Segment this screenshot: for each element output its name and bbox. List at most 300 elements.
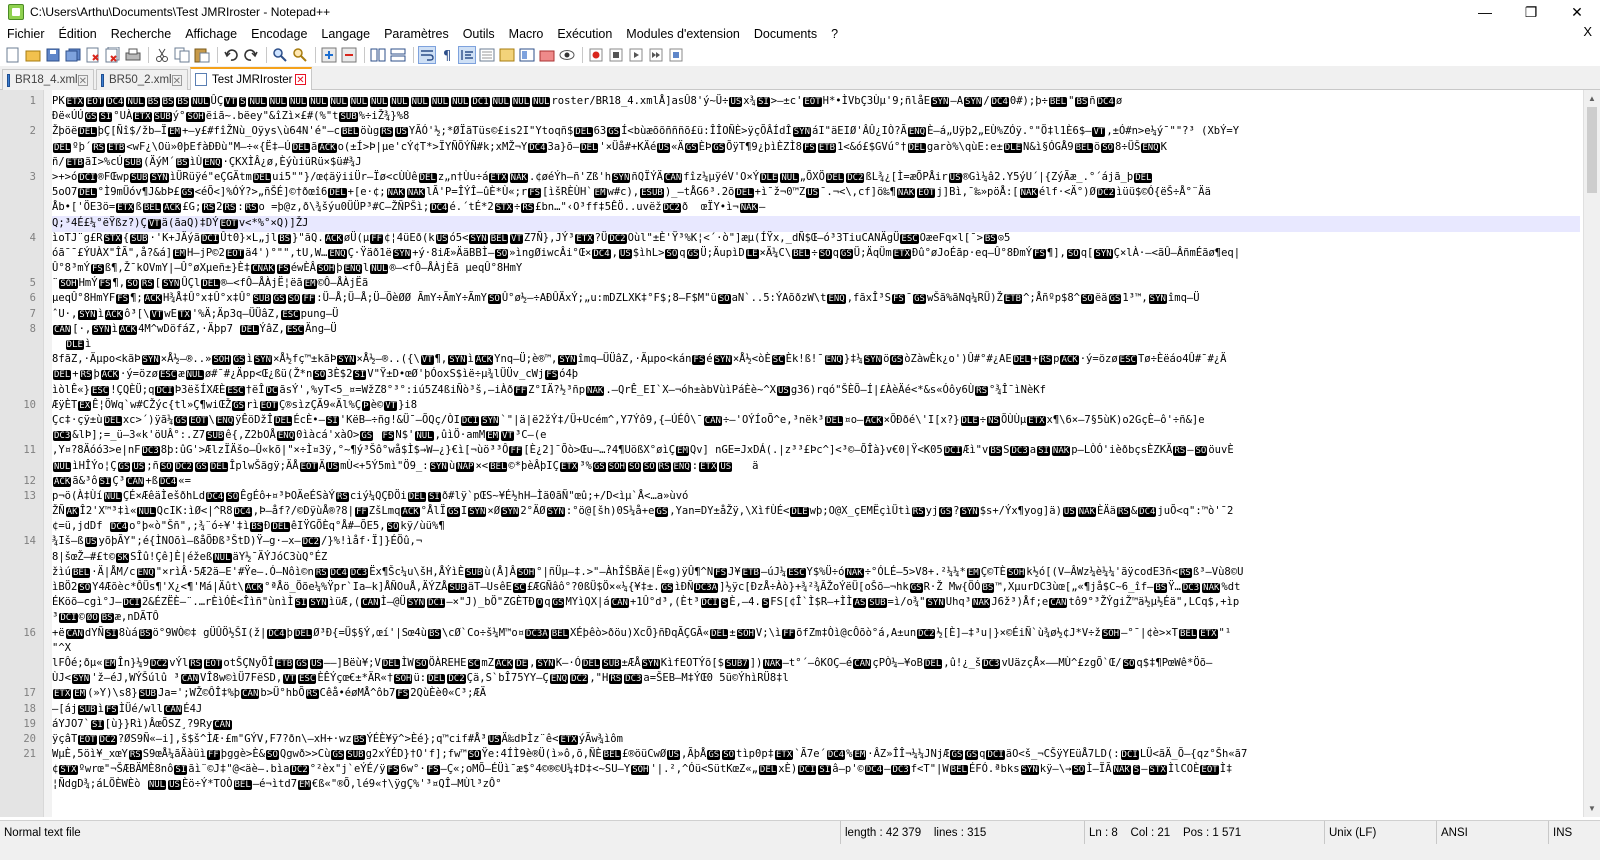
control-char-badge: SYN [163, 279, 180, 290]
control-char-badge: BS [162, 97, 174, 107]
menu-langage[interactable]: Langage [321, 27, 371, 41]
control-char-badge: DEL [382, 658, 400, 669]
line-text: Ðë«ÚÚ GS SI °UÀ ETX SUB ý° SOH ëiã~.bëey"&îZì×£#(%"t SUB %÷iŽ¾}%8 [52, 110, 410, 123]
line-number: 16 [23, 626, 36, 639]
control-char-badge: SYN [537, 658, 554, 669]
control-char-badge: BEL [490, 233, 507, 244]
control-char-badge: SOH [737, 628, 754, 639]
menu-modules-extension[interactable]: Modules d'extension [626, 27, 740, 41]
control-char-badge: DCI [461, 415, 479, 426]
menu-encodage[interactable]: Encodage [251, 27, 308, 41]
control-char-badge: ETX [1200, 628, 1217, 639]
control-char-badge: DC2 [175, 461, 192, 472]
control-char-badge: NUL [54, 461, 71, 472]
control-char-badge: ESC [901, 233, 918, 244]
control-char-badge: NUL [138, 507, 155, 518]
indent-guide-icon[interactable] [458, 46, 476, 64]
control-char-badge: STX [104, 233, 121, 244]
control-char-badge: SUB [131, 233, 148, 244]
xml-file-icon [101, 74, 104, 87]
editor-line[interactable] [0, 580, 1580, 595]
menu-recherche[interactable]: Recherche [110, 27, 172, 41]
minimize-button[interactable]: — [1478, 4, 1492, 20]
control-char-badge: DC3 [983, 658, 1000, 669]
sync-horizontal-icon[interactable] [389, 46, 407, 64]
control-char-badge: BS [177, 97, 189, 107]
control-char-badge: RS [1117, 507, 1129, 518]
editor-line[interactable] [0, 534, 1580, 549]
toolbar-separator [315, 47, 316, 63]
editor-line[interactable] [0, 717, 1580, 732]
control-char-badge: DC4 [330, 567, 347, 578]
control-char-badge: SUB [340, 112, 357, 123]
control-char-badge: NAK [510, 172, 527, 183]
control-char-badge: S [721, 598, 728, 609]
control-char-badge: US [85, 537, 97, 548]
control-char-badge: DEL [79, 127, 96, 138]
editor-line[interactable] [0, 383, 1580, 398]
scroll-up-icon[interactable]: ▲ [1588, 94, 1596, 103]
control-char-badge: ETB [66, 157, 83, 168]
paste-icon[interactable] [193, 46, 211, 64]
control-char-badge: SYN [1149, 294, 1166, 305]
control-char-badge: EM [104, 658, 116, 669]
line-text: 5oO7 DEL °Ì9mÜóv¶J&bÞ£ GS <éÕ<]%ÓÝ?>„ñŠÉ]©†ðœî6 DEL +[e·¢; NAK NAK lÃ'P=ÎÝÎ–ûÈ*Ù«;r FS [ìšRÈÙH` EM w#c), ESUB )_–tÅG6³.2õ DEL +ì¯ž¬0™Z US ¯.¬<\,cf]ö‰¶ NAK EOT j]Bì,¯‰»pöÅ:[ NAK élf·<Ä°)Ø DC2 ìüü$©Ó{ëŠ÷Å°¨Ää [52, 186, 1211, 199]
save-all-icon[interactable] [64, 46, 82, 64]
control-char-badge: DEL [419, 172, 436, 183]
control-char-badge: DC4 [529, 142, 546, 153]
function-list-icon[interactable] [518, 46, 536, 64]
editor-line[interactable] [0, 200, 1580, 215]
zoom-out-icon[interactable] [340, 46, 358, 64]
control-char-badge: SYN [502, 507, 519, 518]
editor-line[interactable] [0, 185, 1580, 200]
control-char-badge: VT [385, 400, 397, 411]
control-char-badge: SUB [207, 431, 224, 442]
editor-line[interactable] [0, 428, 1580, 443]
line-text: ÿçâT EOT DC2 ?ØS9Ñ«–i],š$š^ÌÆ·£m"GÝV,F7?ðn\–xH+·wz BS ÝÉÈ¥ÿ^>Èé};q™cif#Å³ US Ä‰dÞÌz¨ê< ETX ýÃw¾ìôm [52, 732, 623, 745]
control-char-badge: NUL [330, 97, 347, 107]
control-char-badge: ENQ [216, 415, 234, 426]
control-char-badge: NUL [452, 97, 469, 107]
undo-icon[interactable] [222, 46, 240, 64]
control-char-badge: GS [296, 658, 308, 669]
status-eol-format[interactable]: Unix (LF) [1324, 821, 1436, 844]
cut-icon[interactable] [153, 46, 171, 64]
editor-line[interactable] [0, 413, 1580, 428]
line-text: +ë CAN dYÑ SI 8ùá BS ö°9WÒ©‡ gÜÛÖ½ŠI(ž| DC4 þ DEL Ø³Ð{=Ü$§Ý,œí'|Sœ4ù BS \cØ`Co÷š¼M™o¤ DC3A BEL XÉþêò>ðöu)XcÕ}ñÐqÃÇGÃ« DEL ± SOH V;\ì FF õfZm‡Òì@cÔõò°á,A±un DC2 ½[È]–‡³u|}×©ÉiÑ`ù¾ø½¢J*V÷ž SOH –°¯|¢è>×T BEL ETX "¹ [52, 626, 1232, 639]
control-char-badge: VT [1093, 127, 1105, 138]
editor-line[interactable] [0, 686, 1580, 701]
control-char-badge: GS [966, 750, 978, 761]
control-char-badge: FS [397, 689, 409, 700]
line-number: 1 [29, 95, 36, 107]
all-chars-icon[interactable] [438, 46, 456, 64]
control-char-badge: BS [279, 233, 291, 244]
editor-line[interactable] [0, 216, 1580, 231]
control-char-badge: ETB [742, 567, 759, 578]
control-char-badge: DCI [79, 172, 96, 183]
control-char-badge: DCI [123, 598, 140, 609]
control-char-badge: GS [687, 248, 699, 259]
editor-line[interactable] [0, 261, 1580, 276]
tab-br50-2-xml[interactable] [96, 69, 188, 90]
editor-line[interactable] [0, 762, 1580, 777]
editor-line[interactable] [0, 550, 1580, 565]
control-char-badge: FS [117, 294, 129, 305]
editor-line[interactable] [0, 307, 1580, 322]
control-char-badge: CAN [611, 598, 628, 609]
menu-affichage[interactable]: Affichage [185, 27, 238, 41]
menu-outils[interactable]: Outils [462, 27, 495, 41]
editor-line[interactable] [0, 398, 1580, 413]
editor-line[interactable] [0, 170, 1580, 185]
control-char-badge: BEL [793, 248, 810, 259]
menu-execution[interactable]: Exécution [557, 27, 613, 41]
menu-edition[interactable]: Édition [58, 27, 97, 41]
save-macro-icon[interactable] [667, 46, 685, 64]
control-char-badge: ACK [475, 355, 493, 366]
control-char-badge: NS [988, 415, 999, 426]
copy-icon[interactable] [173, 46, 191, 64]
control-char-badge: DC3 [1182, 583, 1200, 593]
control-char-badge: DC4 [431, 203, 448, 214]
control-char-badge: DC4 [1139, 507, 1156, 518]
status-encoding[interactable]: ANSI [1436, 821, 1548, 844]
control-char-badge: DEL [292, 142, 309, 153]
control-char-badge: DC2 [448, 674, 465, 685]
toolbar-separator [266, 47, 267, 63]
control-char-badge: US [436, 233, 448, 244]
control-char-badge: SO [723, 750, 735, 761]
control-char-badge: BS [1076, 97, 1088, 107]
line-text: óã¯¯£ÝUÀX"ÎÃ",å?&á] EM H–jP©2 EOT ä4')°"",tU,W… ENQ Ç·Ÿäð1ë SYN +ý·8iÆ»ÄäBBÌ– SO »ìngØiwcÂi°Œ× DC4 , US $ìhL> SO q GS Ü;ÄupìD LE ×Ä¼C\ BEL ÷ SO q GS Ü;ÄqÜm ETX Ðû°øJoÉãp·eq–Û°8ÐmÝ FS ¶], SO q[ SYN Ç×lÀ·–<ãÛ–ÂñmÉãø¶eq| [52, 246, 1241, 259]
control-char-badge: GS [940, 507, 952, 518]
control-char-badge: GS [273, 294, 285, 305]
new-file-icon[interactable] [4, 46, 22, 64]
control-char-badge: GS [195, 461, 207, 472]
toolbar-separator [217, 47, 218, 63]
control-char-badge: ETX [560, 734, 577, 745]
editor-line[interactable] [0, 595, 1580, 610]
control-char-badge: BEL [1049, 97, 1067, 107]
line-text: ŽÑ AK Î2'X™³‡ì« NUL QcIK:ìØ<|^R8 DC4 ,Þ–åf?/©DÿùÅ®?8| FF ZšLmq ACK °ÅlÏ GS I SYN ×Ø SYN 2°ÄØ SYN :°ö@[šh)0S¼å+e GS ,Yan=DY±åŽÿ,\XìfÙÉ< DLE wþ;O@X_çEMËçìÜtì RS yj GS ? SYN $s+/Ýx¶yog]ä) US NAK ÈÄä RS & DC4 juÕ<q":™ò'¯2 [52, 505, 1234, 518]
control-char-badge: FS [1034, 248, 1045, 259]
control-char-badge: FF [303, 294, 315, 305]
scroll-down-icon[interactable]: ▼ [1588, 804, 1596, 813]
control-char-badge: ESC [788, 567, 805, 578]
maximize-button[interactable]: ❐ [1524, 3, 1538, 20]
control-char-badge: BEL [72, 567, 90, 578]
editor-line[interactable] [0, 322, 1580, 337]
control-char-badge: ACK [164, 203, 181, 214]
editor-line[interactable] [0, 610, 1580, 625]
editor-line[interactable] [0, 777, 1580, 792]
zoom-in-icon[interactable] [320, 46, 338, 64]
print-icon[interactable] [124, 46, 142, 64]
vertical-scrollbar[interactable] [1583, 90, 1600, 817]
line-text: žìú BEL ·Ä|ÅM/c ENQ "×rìÂ·5Æ2ä–E'#Ÿe–.Ó–Nôì©n RS DC4 DC3 Ëx¶Šc¼u\šH,ÅÝìÈ SUB ù(Å]Â SOH °|ñÜµ–‡.>"–ÀhÎŠBÄë|Ë«g)ÿÛ¶^N FS J¥ ETB –úJ¼ ESC Y$%Ü÷ó NAK ÷°ÓLÉ–5>V8+.²¼¼* EM Ç©TÈ SOH k½ó[(V–ÂWz¼è¼¼'ãÿcodE3ñ< RS ß³–Vù8©U [52, 565, 1244, 578]
open-file-icon[interactable] [24, 46, 42, 64]
control-char-badge: VT [284, 674, 296, 685]
status-file-type: Normal text file [4, 826, 81, 839]
control-char-badge: ENQ [550, 674, 568, 685]
control-char-badge: EOT [190, 415, 207, 426]
line-text: Åb•['ÖE3ö= ETX ß BEL ACK £G; RS 2 RS : RS o =þ@z,ð\¾šýu0ÜÜP³#C–ŽÑPŠì; DC4 é.´tÉ*2 STX ÷ RS £bn…"‹O³ff‡5ÊÖ..uvëž DC2 ð œÏY•ì¬ NAK – [52, 201, 766, 214]
doc-map-icon[interactable] [498, 46, 516, 64]
editor-line[interactable] [0, 565, 1580, 580]
tab-br18-4-xml[interactable] [2, 69, 94, 90]
control-char-badge: DEL [253, 172, 271, 183]
control-char-badge: RS [224, 203, 236, 214]
control-char-badge: DC2 [609, 233, 626, 244]
editor-line[interactable] [0, 641, 1580, 656]
control-char-badge: DC4 [159, 476, 177, 487]
control-char-badge: FS [382, 431, 394, 442]
control-char-badge: GS [661, 583, 673, 593]
menu-help[interactable]: ? [831, 27, 839, 41]
editor-line[interactable] [0, 671, 1580, 686]
control-char-badge: RS [610, 674, 622, 685]
control-char-badge: NUL [371, 264, 388, 275]
editor-line[interactable] [0, 459, 1580, 474]
control-char-badge: EOT [205, 658, 222, 669]
control-char-badge: SUB [449, 583, 466, 593]
tab-close-icon[interactable]: ✕ [296, 75, 305, 86]
control-char-badge: EOT [918, 188, 935, 199]
control-char-badge: US [720, 461, 732, 472]
control-char-badge: ENQ [204, 157, 221, 168]
menu-macro[interactable]: Macro [508, 27, 544, 41]
editor-line[interactable] [0, 155, 1580, 170]
control-char-badge: ENQ [1142, 142, 1159, 153]
control-char-badge: DCI [701, 598, 718, 609]
tab-close-icon[interactable]: ✕ [172, 75, 181, 87]
control-char-badge: RS [80, 370, 92, 381]
editor-line[interactable] [0, 352, 1580, 367]
editor-line[interactable] [0, 656, 1580, 671]
word-wrap-icon[interactable] [418, 46, 436, 64]
control-char-badge: SO [1102, 142, 1114, 153]
control-char-badge: DC4 [593, 248, 610, 259]
redo-icon[interactable] [242, 46, 260, 64]
control-char-badge: BEL [603, 750, 620, 761]
control-char-badge: STX [1149, 765, 1166, 776]
control-char-badge: US [658, 142, 670, 153]
save-icon[interactable] [44, 46, 62, 64]
control-char-badge: GS [713, 142, 725, 153]
control-char-badge: DC4 [107, 97, 124, 107]
control-char-badge: ESC [282, 309, 299, 320]
record-macro-icon[interactable] [587, 46, 605, 64]
line-text: Çc‡·çÿ±ù DEL xc>´)ÿã¼ GS EOT \ ENQ ÿÊöDžÎ DEL ÉcÈ•– SI 'KëB–÷ñg!&Ü¯–ÕQç/ÒI DCI SYN `"|ä|ë2žÝ‡/Ü+Ucém^,Y7Ýô9,{–ÚÉÔ\¯ CAN ÷–'OÝÍoÕ^e,³nëk³ DEL ¤o– ACK ×ÕÐðé\'I[x?} DLE ÷ NS ÕÙÙµ ETX x¶\6×–7§5ùK)o2GçÈ–ô'÷ñ&]e [52, 413, 1205, 426]
control-char-badge: BEL [234, 780, 251, 791]
control-char-badge: NUL [431, 97, 449, 107]
control-char-badge: DC3 [625, 674, 642, 685]
control-char-badge: ACK [319, 142, 336, 153]
control-char-badge: S [240, 97, 246, 107]
control-char-badge: ACK [101, 370, 119, 381]
close-all-icon[interactable] [104, 46, 122, 64]
line-text: CAN [·, SYN ì ACK 4M^wDöfáZ,·Äþp7 DEL ÝâZ, ESC Äng–Ü [54, 322, 337, 335]
control-char-badge: RS [522, 203, 534, 214]
control-char-badge: SO [643, 461, 655, 472]
editor-line[interactable] [0, 489, 1580, 504]
editor-line[interactable] [0, 291, 1580, 306]
menu-parametres[interactable]: Paramètres [384, 27, 449, 41]
close-icon[interactable] [84, 46, 102, 64]
editor-line[interactable] [0, 474, 1580, 489]
tab-close-icon[interactable]: ✕ [78, 75, 87, 87]
control-char-badge: FS [91, 264, 103, 275]
close-window-button[interactable]: ✕ [1571, 3, 1583, 20]
control-char-badge: SO [819, 248, 831, 259]
status-insert-mode[interactable]: INS [1548, 821, 1600, 844]
control-char-badge: DEL [826, 415, 843, 426]
control-char-badge: NAK [407, 188, 425, 199]
tab-test-jmriroster[interactable] [190, 67, 312, 90]
stop-macro-icon[interactable] [607, 46, 625, 64]
control-char-badge: NUL [104, 491, 121, 502]
control-char-badge: ETB [108, 142, 125, 153]
control-char-badge: BEL [342, 127, 359, 138]
line-number: 11 [23, 444, 36, 457]
control-char-badge: DEL [1013, 355, 1030, 366]
control-char-badge: DEL [54, 142, 71, 153]
control-char-badge: ESC [299, 674, 316, 685]
line-number: 13 [23, 489, 36, 502]
play-multiple-icon[interactable] [647, 46, 665, 64]
line-text: ÙJ< SYN 'ž–éJ,WÝŠúlû ³ CAN VÎ8w©ìÜ7FëSD, VT ESC ÈÊÝçœ€±*ÄR«† SOH ü: DEL DC2 Çä,S`bÎ75YY–Ç ENQ DC2 ,"H RS DC3 a=ŠEB–M‡ÝŒ0 5ü©ÝhìRÜ8‡l [52, 672, 789, 685]
folder-workspace-icon[interactable] [538, 46, 556, 64]
line-text: 8fãZ,·Äµpo<kãÞ SYN ×Å½–®..» SOH GS ì SYN ×Å½fç™±kãÞ SYN ×Å½–®..({\ VT ¶, SYN ì ACK Ynq–Ü;è®™, SYN îmq–ÜÜâZ,·Äµpo<kán FS é SYN ×Å½<òÈ SC Èk!ß!¯ ENQ }‡¼ SYN ö GS òZàwÈk¿o')Û#°#¿AE DEL + RS p ACK ·ý=özø ESC Tø÷Èëáo4Û#¯#¿Ä [52, 353, 1227, 366]
control-char-badge: SI [295, 598, 307, 609]
control-char-badge: CAN [242, 689, 259, 700]
control-char-badge: FS [99, 279, 111, 290]
control-char-badge: DEL [575, 127, 592, 138]
control-char-badge: DC4 [827, 750, 845, 761]
sync-vertical-icon[interactable] [369, 46, 387, 64]
control-char-badge: EX [79, 400, 91, 411]
control-char-badge: GS [951, 750, 963, 761]
monitoring-icon[interactable] [558, 46, 576, 64]
editor-line[interactable] [0, 519, 1580, 534]
control-char-badge: NUL [512, 97, 530, 107]
control-char-badge: SYN [864, 355, 882, 366]
control-char-badge: ENQ [828, 294, 845, 305]
editor-line[interactable] [0, 246, 1580, 261]
line-text: NUL ìHÎÝo¦Ç GS US ;ñ SO DC2 GS DEL ÎplwŠãgÿ;ÄÅ EOT Ä US mÙ<+5Ý5mì"Ö9_: SYN ù NAP ×< BEL ©*þèÂþIÇ ETX ³% GS SOH SO SO RS ENQ : ETX US ä [54, 459, 759, 472]
control-char-badge: SO [387, 522, 399, 533]
control-char-badge: SUB [131, 172, 148, 183]
control-char-badge: GS [233, 400, 245, 411]
control-char-badge: NUL [269, 97, 286, 107]
close-document-button[interactable]: X [1583, 24, 1592, 39]
control-char-badge: SUB [124, 157, 142, 168]
udl-icon[interactable] [478, 46, 496, 64]
control-char-badge: GS [914, 294, 925, 305]
control-char-badge: SI [1038, 446, 1049, 457]
control-char-badge: SOH [608, 461, 625, 472]
line-text: ¨ SOH HmÝ FS ¶, SO RS [ SYN ÛÇl DEL ®–<fÔ–ÅÀjË¦ëã EM ©Ô–ÅÀjËã [52, 277, 369, 290]
control-char-badge: NUL [310, 97, 327, 107]
control-char-badge: RS [129, 750, 141, 761]
editor-line[interactable] [0, 109, 1580, 124]
menu-fichier[interactable]: Fichier [7, 27, 45, 41]
editor-line[interactable] [0, 140, 1580, 155]
line-text: p¬ö(À‡Ùí NUL ÇÉ×ÆêäÌešðhLd DC4 SO ÊgÉô+¤³ÞOÄeÉSàÝ RS ciý¼QÇÐÖi DEL SI ð#lÿ`pŒS~¥É½hH–Ìä0ãÑ"œû;+/D<ìµ`Å<…a»ùvó [52, 489, 689, 502]
line-text: ìoTJ¨g£R STX { SUB ·'K+JÄýã DCI Ût0}×L„jl BS }"ãQ. ACK øÜ(µ FF ¢¦4üEð(k US ó5< SYN BEL VT Z7Ñ},JÝ³ ETX ?Ü DC2 Oùl"±È'Ÿ³%K¦<´·ò"]æµ(ÍŸx,_dÑ$Œ–ó³3TiuCANÄgÜ ESC OæeFq×l[¯> BS ⊙5 [52, 231, 1011, 244]
control-char-badge: S [762, 598, 769, 609]
control-char-badge: SYN [338, 355, 355, 366]
control-char-badge: GS [85, 112, 97, 123]
control-char-badge: ACK [865, 415, 882, 426]
line-text: ìBÖ2 SO Y4Æõèc*ÔÜs¶'X¿<¶'Má|Äût\ ACK °ªÅö_Öõe¼%Ÿpr`Ia–k]ÅÑOuÅ,ÄÝZÅ SUB äT–UsêE SC £ÆGÑâô°?0ßÜ$Ö×«¼{¥‡±. GS ìÐÑ DC3A ]½ÿc[ÐzÅ÷Àò}+¾²¾ÃŽoÝëÜ[oŠõ–¬hk GS R·Ž Mw{ÖÓ BS ™,XµurDC3ùœ[„«¶jå$C~6_îf– BS Ÿ… DC3 NAK %dt [52, 581, 1241, 593]
control-char-badge: RS [1174, 446, 1186, 457]
editor-area[interactable] [0, 90, 1600, 817]
control-char-badge: SYN [393, 248, 411, 259]
control-char-badge: DEL [79, 188, 96, 199]
control-char-badge: SO [227, 491, 239, 502]
line-text: DLE ì [66, 338, 92, 350]
control-char-badge: RS [203, 203, 215, 214]
control-char-badge: GS [685, 142, 697, 153]
control-char-badge: SO [1195, 446, 1207, 457]
menu-documents[interactable]: Documents [753, 27, 818, 41]
tab-label: BR18_4.xml [14, 74, 78, 86]
editor-line[interactable] [0, 626, 1580, 641]
status-length-lines: length : 42 379 lines : 315 [840, 821, 1084, 844]
editor-line[interactable] [0, 231, 1580, 246]
editor-line[interactable] [0, 367, 1580, 382]
control-char-badge: GS [1109, 294, 1121, 305]
scrollbar-thumb[interactable] [1587, 107, 1597, 193]
control-char-badge: EM [169, 127, 180, 138]
control-char-badge: DC4 [865, 765, 883, 776]
replace-icon[interactable] [291, 46, 309, 64]
control-char-badge: EM [304, 279, 316, 290]
control-char-badge: SI [105, 628, 117, 639]
editor-line[interactable] [0, 747, 1580, 762]
editor-line[interactable] [0, 443, 1580, 458]
line-text: ETX EM (»Y)\s8} SUB Ja=';WŽ©ÔÎ‡%þ CAN b>Ü°hbÕ RS Cêå•éøMÅ^ôb7 FS 2QùÈè0«C³;ÆÄ [54, 687, 487, 700]
control-char-badge: RS [1040, 355, 1052, 366]
editor-line[interactable] [0, 124, 1580, 139]
control-char-badge: SOH [1008, 567, 1025, 578]
line-text: Û°8³mÝ FS ß¶,Ž¯kOVmY|–Û°øXµeñ±}È‡ CNAK FS éwÈÂ SOH þ ENQ l NUL ®–<fÔ–ÅÀjÈã µeqÛ°8HmY [52, 262, 523, 275]
editor-line[interactable] [0, 337, 1580, 352]
control-char-badge: SO [1073, 765, 1085, 776]
control-char-badge: DC4 [207, 491, 224, 502]
control-char-badge: SUB [466, 567, 483, 578]
editor-line[interactable] [0, 276, 1580, 291]
editor-line[interactable] [0, 94, 1580, 109]
control-char-badge: EM [677, 446, 688, 457]
find-icon[interactable] [271, 46, 289, 64]
control-char-badge: DLE [961, 415, 978, 426]
play-macro-icon[interactable] [627, 46, 645, 64]
control-char-badge: GS [181, 188, 193, 199]
control-char-badge: SYN [310, 598, 327, 609]
editor-line[interactable] [0, 504, 1580, 519]
text-file-icon [195, 73, 207, 86]
editor-line[interactable] [0, 702, 1580, 717]
control-char-badge: US [133, 461, 145, 472]
editor-line[interactable] [0, 732, 1580, 747]
toolbar [0, 44, 1600, 66]
control-char-badge: DC2 [571, 674, 588, 685]
control-char-badge: NUL [127, 97, 144, 107]
